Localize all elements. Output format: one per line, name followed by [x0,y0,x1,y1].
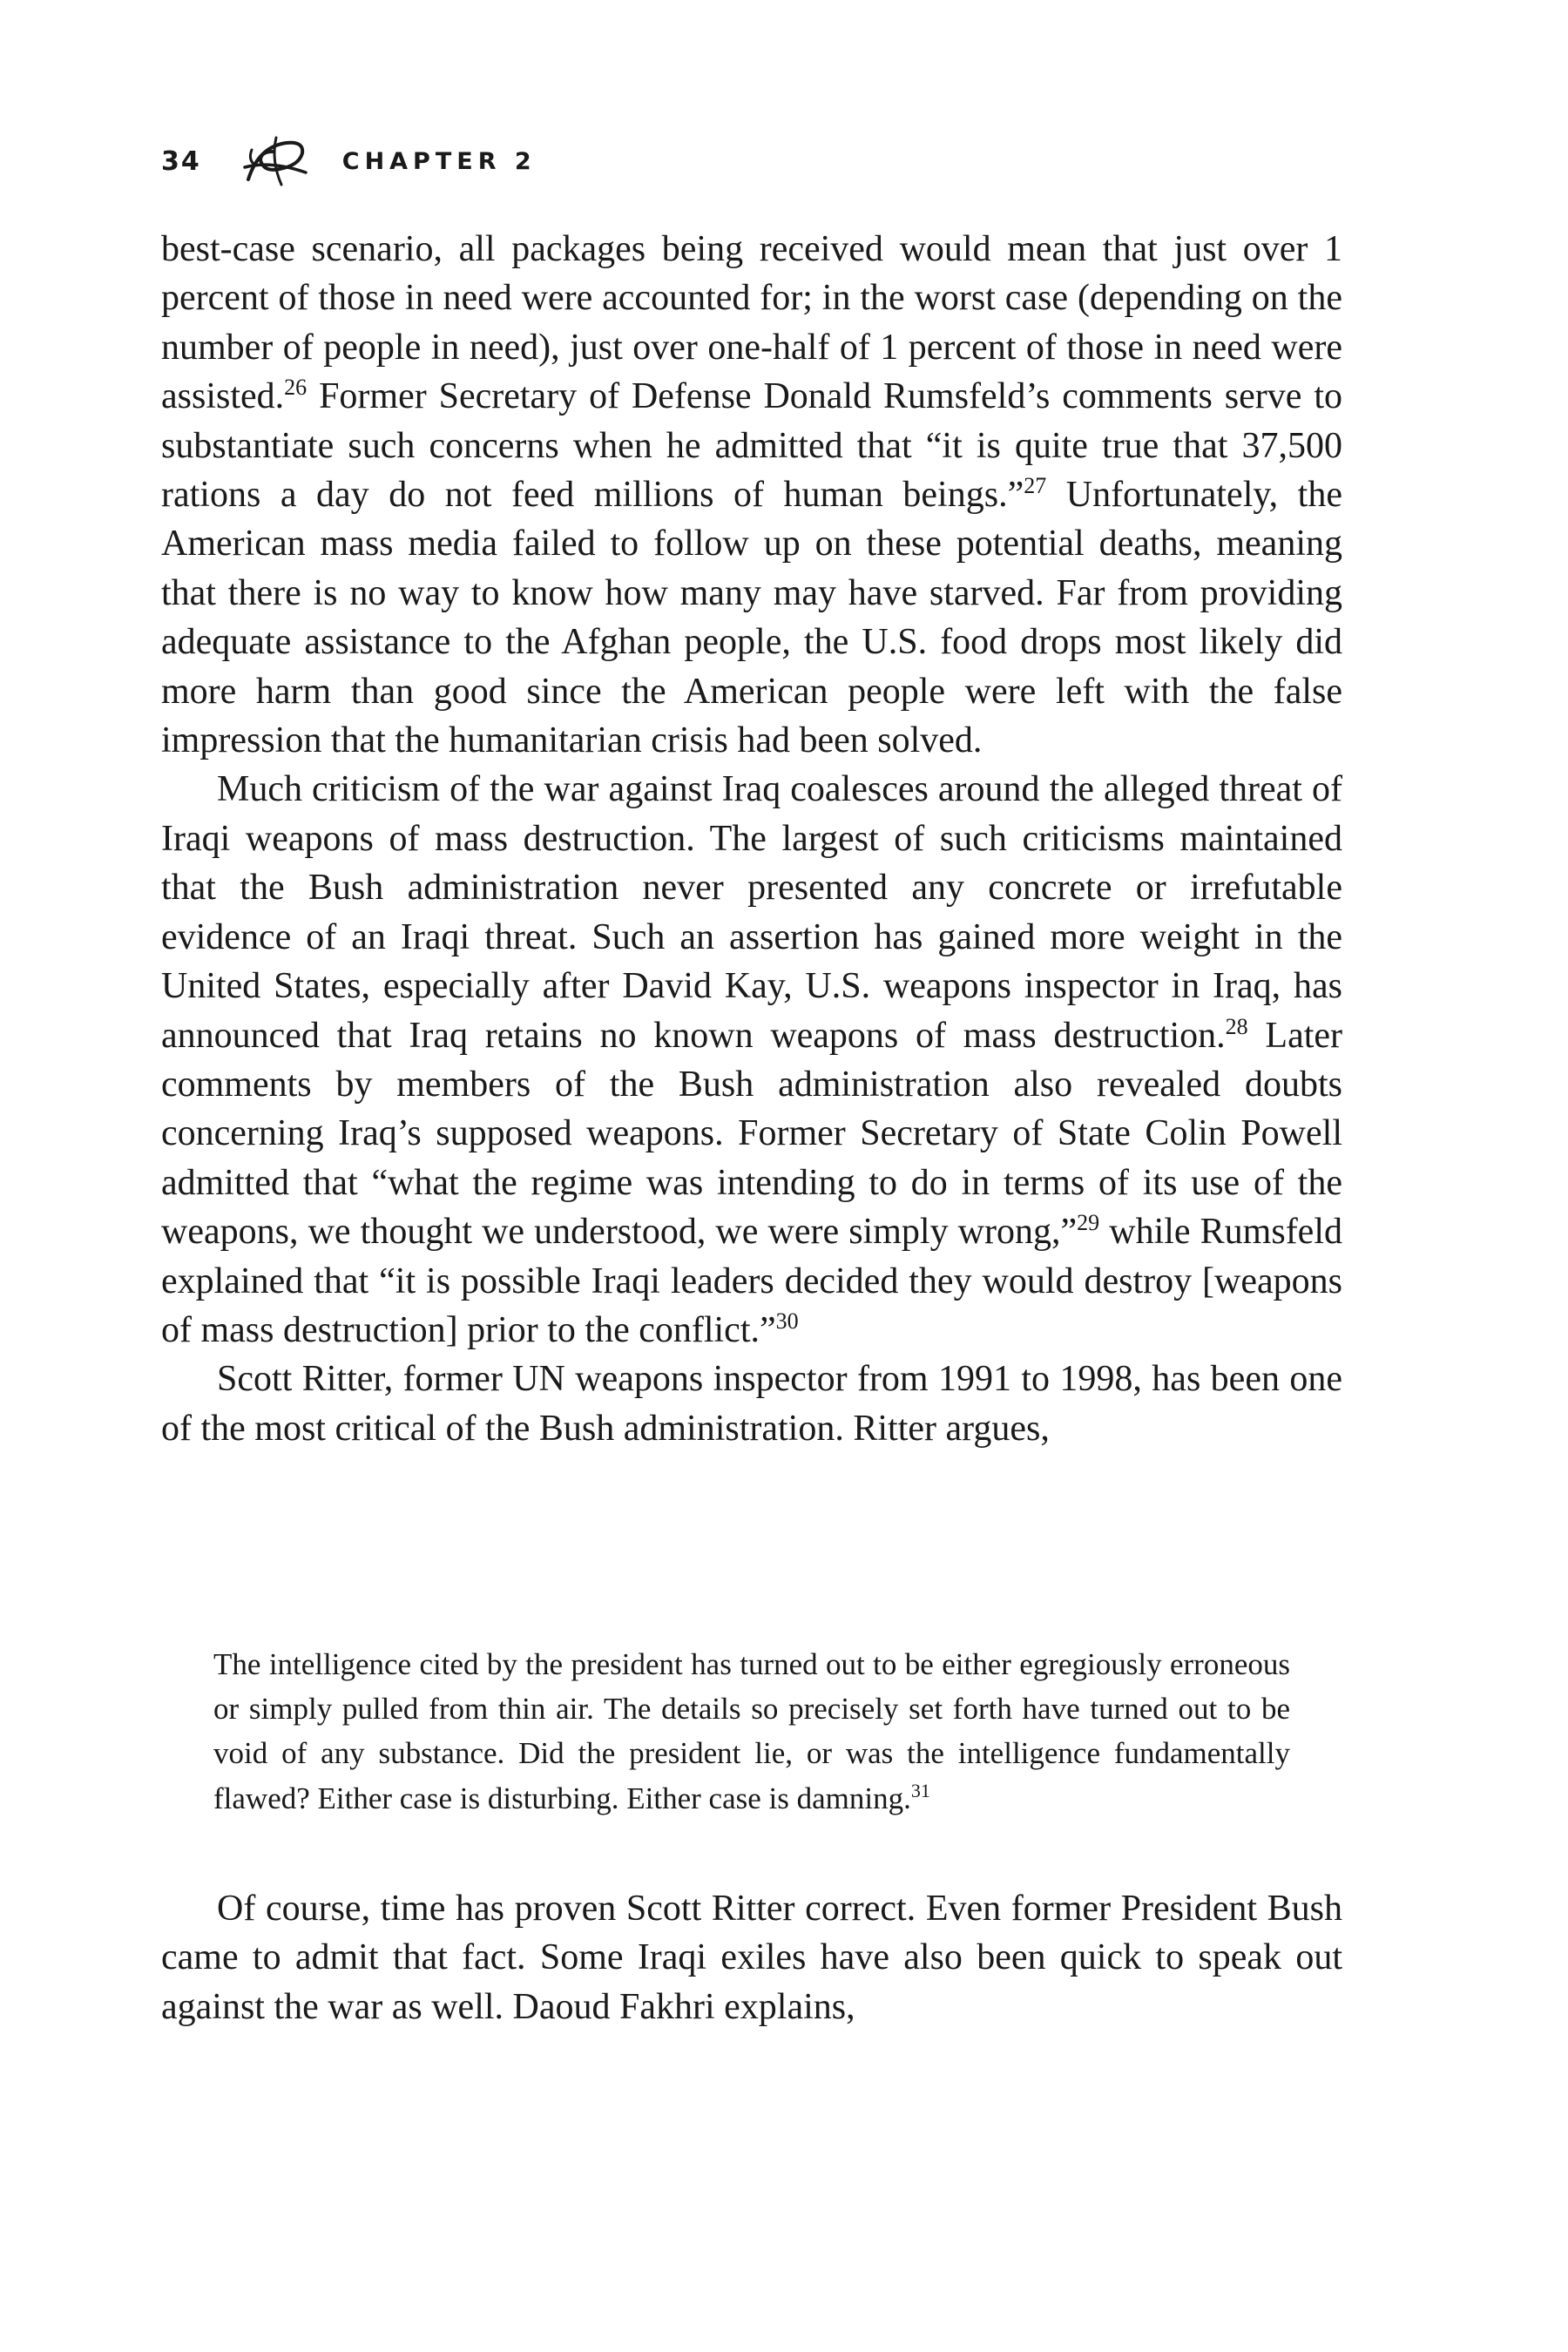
paragraph: Scott Ritter, former UN weapons inspector from 1991 to 1998, has been one of the most critical of the Bush administration. Ritter argues, [161,1359,1342,1449]
footnote-ref: 26 [284,375,308,401]
chapter-ornament-icon [241,134,309,188]
paragraph: Much criticism of the war against Iraq coalesces around the alleged threat of Iraqi weapons of mass destruction. The largest of such criticisms maintained that the Bush administration never presented any concrete or irrefutable evidence of an Iraqi threat. Such an assertion has gained more weight in the United States, especially after David Kay, U.S. weapons inspector in Iraq, has announced that Iraq retains no known weapons of mass destruction.$^{28}$ Later comments by members of the Bush administration also revealed doubts concerning Iraq’s supposed weapons. Former Secretary of State Colin Powell admitted that “what the regime was intending to do in terms of its use of the weapons, we thought we understood, we were simply wrong,”$^{29}$ while Rumsfeld explained that “it is possible Iraqi leaders decided they would destroy [weapons of mass destruction] prior to the conflict.”$^{30}$ [161,769,1343,1350]
body-text [161,225,1342,1453]
footnote-ref: 27 [1024,473,1047,499]
paragraph: best-case scenario, all packages being received would mean that just over 1 percent of those in need were accounted for; in the worst case (depending on the number of people in need), just over one-half of 1 percent of those in need were assisted.$^{26}$ Former Secretary of Defense Donald Rumsfeld’s comments serve to substantiate such concerns when he admitted that “it is quite true that 37,500 rations a day do not feed millions of human beings.”$^{27}$ Unfortunately, the American mass media failed to follow up on these potential deaths, meaning that there is no way to know how many may have starved. Far from providing adequate assistance to the Afghan people, the U.S. food drops most likely did more harm than good since the American people were left with the false impression that the humanitarian crisis had been solved. [161,229,1342,761]
footnote-ref: 30 [775,1308,799,1334]
page-number: 34 [161,145,201,177]
footnote-ref: 29 [1077,1210,1100,1236]
paragraph: Of course, time has proven Scott Ritter correct. Even former President Bush came to admit that fact. Some Iraqi exiles have also been quick to speak out against the war as well. Daoud Fakhri explains, [161,1889,1342,2027]
footnote-ref: 28 [1225,1013,1248,1039]
chapter-label: CHAPTER 2 [341,147,537,175]
block-quote: The intelligence cited by the president has turned out to be either egregiously erroneous or simply pulled from thin air. The details so precisely set forth have turned out to be void of any substance. Did the president lie, or was the intelligence fundamentally flawed? Either case is disturbing. Either case is damning.$^{31}$ [213,1647,1290,1815]
running-header [161,131,537,192]
footnote-ref: 31 [910,1779,930,1801]
